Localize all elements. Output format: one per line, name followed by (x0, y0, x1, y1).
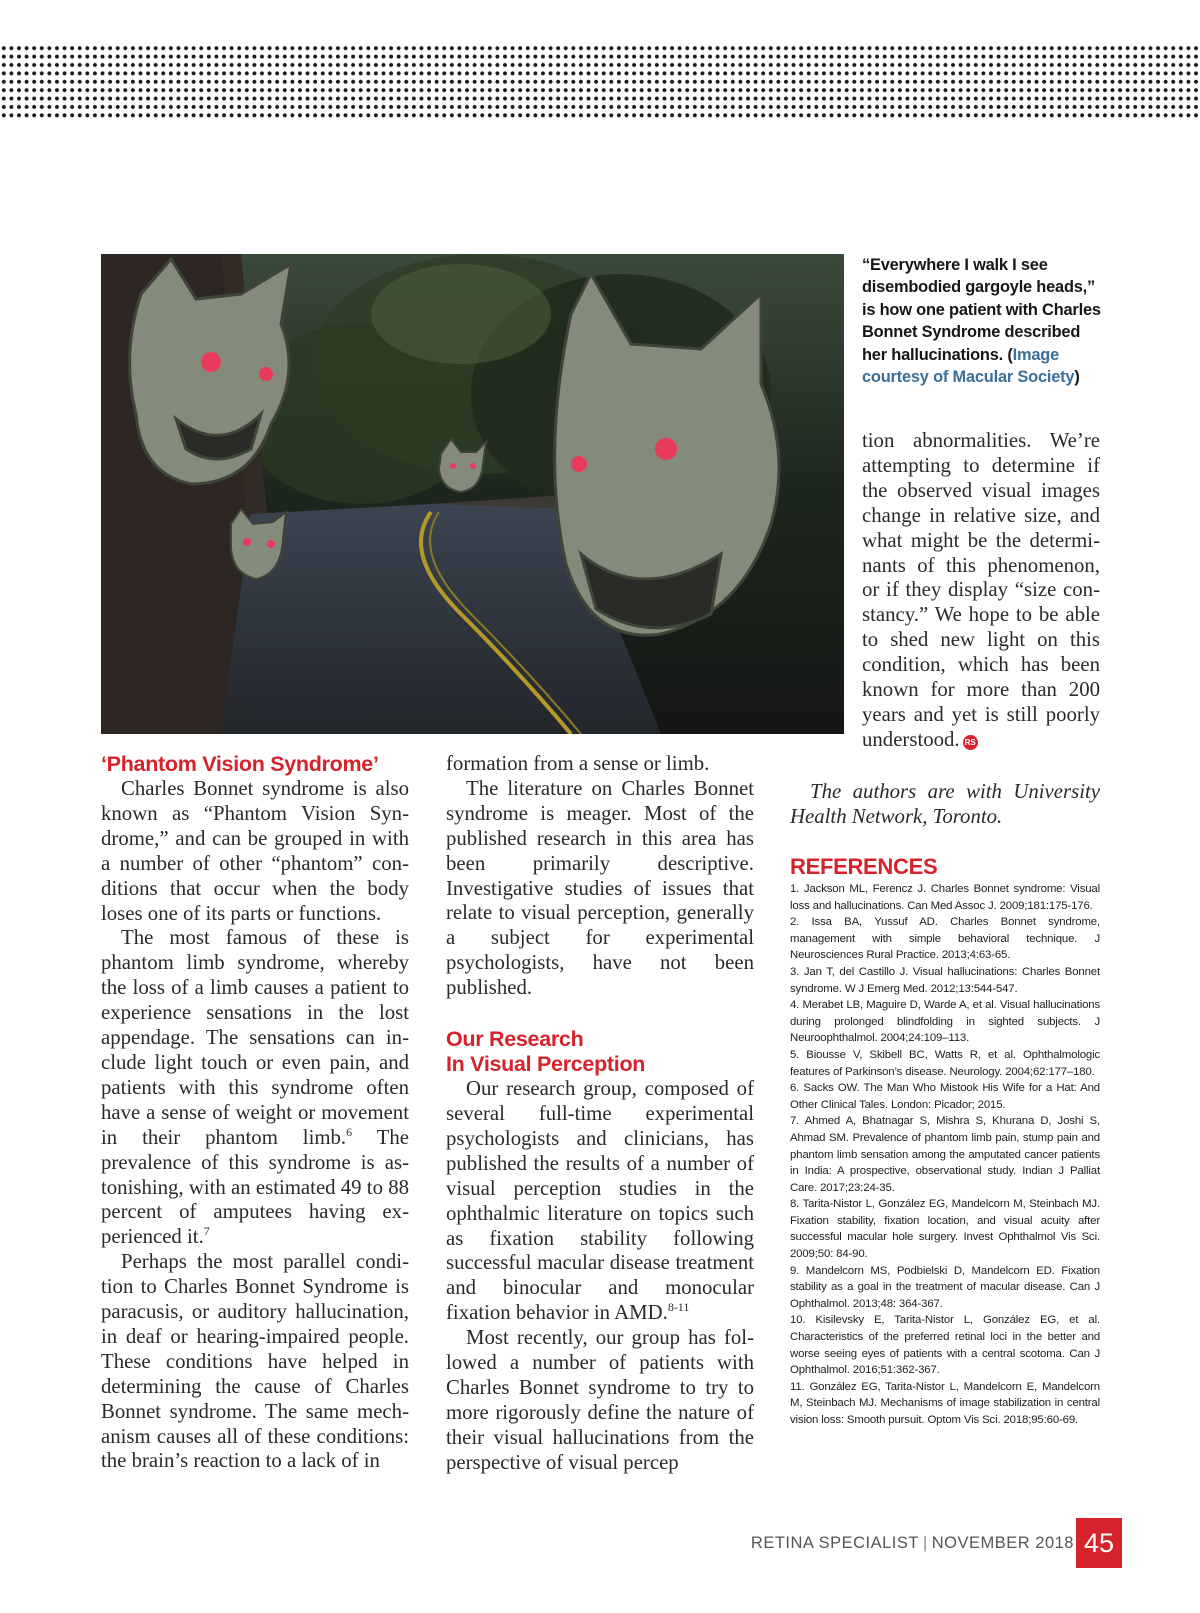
reference-item: 8. Tarita-Nistor L, González EG, Mandelcorn M, Steinbach MJ. Fixation stability, fixation location, and visual acuity after successful macular hole surgery. Invest Ophthalmol Vis Sci. 2009;50: 84-90. (790, 1198, 1100, 1261)
caption-close: ) (1074, 368, 1080, 387)
page-number: 45 (1076, 1518, 1122, 1568)
publication-name: RETINA SPECIALIST (750, 1534, 919, 1552)
reference-item: 6. Sacks OW. The Man Who Mistook His Wife for a Hat: And Other Clinical Tales. London: Picador; 2015. (790, 1082, 1100, 1111)
end-mark-icon: RS (963, 735, 978, 750)
references-list (790, 881, 1100, 1429)
paragraph: Perhaps the most parallel condition to Charles Bonnet Syndrome is paracusis, or auditory hallucination, in deaf or hearing-impaired people. These conditions have helped in determining the cause of Charles Bonnet syndrome. The same mechanism causes all of these conditions: the brain’s reaction to a lack of in (101, 1250, 409, 1473)
reference-item: 9. Mandelcorn MS, Podbielski D, Mandelcorn ED. Fixation stability as a goal in the treatment of macular disease. Can J Ophthalmol. 2013;48: 364-367. (790, 1264, 1100, 1310)
reference-item: 4. Merabet LB, Maguire D, Warde A, et al. Visual hallucinations during prolonged blindfolding in sighted subjects. J Neuroophthalmol. 2004;24:109–113. (790, 999, 1100, 1045)
reference-item: 11. González EG, Tarita-Nistor L, Mandelcorn E, Mandelcorn M, Steinbach MJ. Mechanisms of image stabilization in central vision loss: Smooth pursuit. Optom Vis Sci. 2018;95:60-69. (790, 1380, 1100, 1426)
paragraph: The literature on Charles Bonnet syndrome is meager. Most of the published research in this area has been primarily descriptive. Investigative studies of issues that relate to visual perception, generally a subject for experimental psychologists, have not been published. (446, 776, 754, 1000)
footnote-ref: 8-11 (667, 1300, 690, 1315)
paragraph: Most recently, our group has followed a number of patients with Charles Bonnet syndrome to try to more rigorously define the nature of their visual hallucinations from the perspective of visual percep (446, 1326, 754, 1474)
image-caption (862, 254, 1102, 388)
reference-item: 5. Biousse V, Skibell BC, Watts R, et al. Ophthalmologic features of Parkinson’s disease. Neurology. 2004;62:177–180. (790, 1048, 1100, 1078)
reference-item: 2. Issa BA, Yussuf AD. Charles Bonnet syndrome, management with simple behavioral technique. J Neurosciences Rural Practice. 2013;4:63-65. (790, 916, 1100, 962)
section-heading-phantom-vision: ‘Phantom Vision Syndrome’ (101, 752, 379, 776)
footer-separator: | (922, 1534, 928, 1552)
reference-item: 10. Kisilevsky E, Tarita-Nistor L, González EG, et al. Characteristics of the preferred retinal loci in the better and worse seeing eyes of patients with a central scotoma. Can J Ophthalmol. 2016;51:362-367. (790, 1314, 1100, 1377)
column-2 (446, 752, 754, 1476)
reference-item: 3. Jan T, del Castillo J. Visual hallucinations: Charles Bonnet syndrome. W J Emerg Med. 2012;13:544-547. (790, 965, 1100, 995)
caption-text: “Everywhere I walk I see disembodied gargoyle heads,” is how one patient with Charles Bonnet Syndrome described her hallucinations. ( (862, 256, 1101, 364)
hallucination-illustration (101, 254, 844, 734)
paragraph: tion abnormalities. We’re attempting to determine if the observed visual images change in relative size, and what might be the determinants of this phenomenon, or if they display “size constancy.” We hope to be able to shed new light on this condition, which has been known for more than 200 years and yet is still poorly understood. RS (862, 429, 1100, 751)
paragraph: formation from a sense or limb. (446, 752, 710, 775)
references-heading: REFERENCES (790, 854, 938, 879)
paragraph: Charles Bonnet syndrome is also known as “Phantom Vision Syndrome,” and can be grouped in with a number of other “phantom” conditions that occur when the body loses one of its parts or functions. (101, 777, 409, 925)
page-footer (751, 1534, 1074, 1553)
image-credit-link[interactable]: Image courtesy of Macular Society (862, 345, 1075, 387)
paragraph: The most famous of these is phantom limb syndrome, whereby the loss of a limb causes a patient to experience sensations in the lost appendage. The sensations can include light touch or even pain, and patients with this syndrome often have a sense of weight or movement in their phantom limb.$^6$ The prevalence of this syndrome is astonishing, with an estimated 49 to 88 percent of amputees having experienced it.$^7$ (101, 926, 410, 1249)
column-1 (101, 752, 409, 1474)
dot-pattern-banner (0, 44, 1200, 120)
footnote-ref: 7 (203, 1224, 210, 1239)
reference-item: 1. Jackson ML, Ferencz J. Charles Bonnet syndrome: Visual loss and hallucinations. Can Med Assoc J. 2009;181:175-176. (790, 883, 1100, 912)
footnote-ref: 6 (346, 1124, 353, 1139)
column-3 (862, 429, 1100, 753)
paragraph: Our research group, composed of several full-time experimental psychologists and clinicians, has published the results of a number of visual perception studies in the ophthalmic literature on topics such as fixation stability following successful macular disease treatment and binocular and monocular fixation behavior in AMD.$^{8-11}$ (446, 1077, 754, 1325)
issue-date: NOVEMBER 2018 (931, 1534, 1074, 1552)
reference-item: 7. Ahmed A, Bhatnagar S, Mishra S, Khurana D, Joshi S, Ahmad SM. Prevalence of phantom limb pain, stump pain and phantom limb sensation among the amputated cancer patients in India: A prospective, observational study. Indian J Palliat Care. 2017;23:24-35. (790, 1115, 1100, 1194)
section-heading-our-research: Our Research In Visual Perception (446, 1027, 646, 1077)
author-affiliation: The authors are with University Health Network, Toronto. (790, 780, 1100, 828)
